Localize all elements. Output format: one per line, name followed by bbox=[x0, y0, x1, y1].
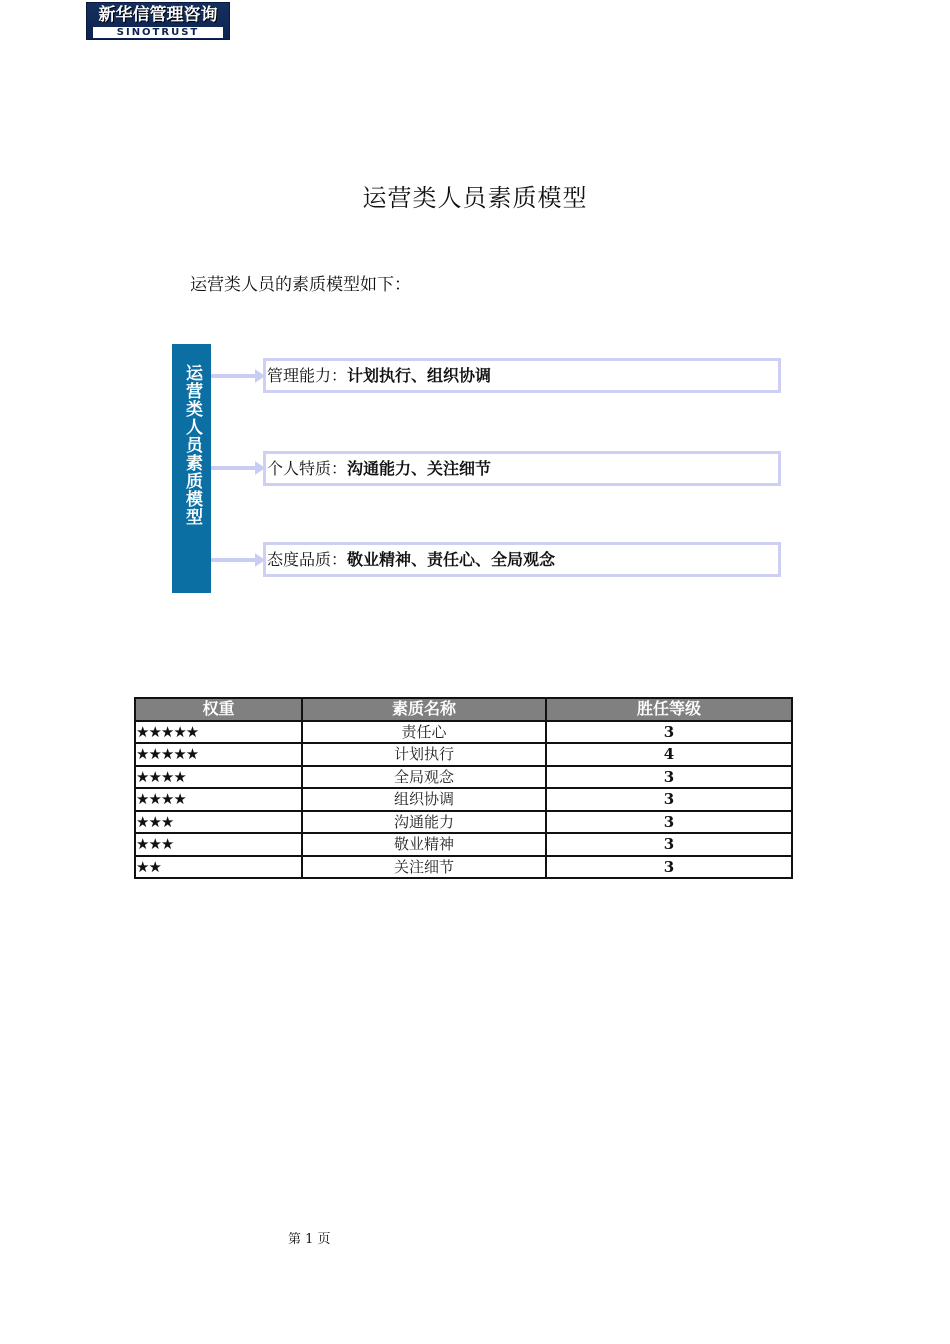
competency-level: 3 bbox=[546, 811, 792, 834]
model-item-management bbox=[263, 358, 781, 393]
competency-name: 敬业精神 bbox=[302, 833, 546, 856]
competency-name: 组织协调 bbox=[302, 788, 546, 811]
model-item-label: 态度品质： bbox=[267, 550, 348, 569]
model-item-personal-traits bbox=[263, 451, 781, 486]
arrow-icon bbox=[211, 558, 255, 562]
competency-table bbox=[134, 697, 793, 879]
logo-chinese-text: 新华信管理咨询 bbox=[98, 5, 218, 25]
table-row bbox=[135, 833, 792, 856]
arrow-icon bbox=[211, 466, 255, 470]
model-item-value: 沟通能力、关注细节 bbox=[347, 459, 492, 478]
page-number: 第 1 页 bbox=[288, 1232, 331, 1247]
competency-level: 3 bbox=[546, 856, 792, 879]
intro-paragraph: 运营类人员的素质模型如下： bbox=[190, 275, 411, 295]
competency-level: 3 bbox=[546, 766, 792, 789]
table-header-row bbox=[135, 698, 792, 721]
table-row bbox=[135, 788, 792, 811]
competency-level: 3 bbox=[546, 833, 792, 856]
model-item-value: 敬业精神、责任心、全局观念 bbox=[347, 550, 556, 569]
model-item-label: 管理能力： bbox=[267, 366, 348, 385]
table-row bbox=[135, 856, 792, 879]
model-category-label: 运营类人员素质模型 bbox=[182, 364, 202, 526]
weight-stars: ★★★ bbox=[135, 811, 302, 834]
competency-name: 沟通能力 bbox=[302, 811, 546, 834]
competency-name: 责任心 bbox=[302, 721, 546, 744]
model-item-value: 计划执行、组织协调 bbox=[347, 366, 492, 385]
competency-level: 3 bbox=[546, 721, 792, 744]
competency-level: 4 bbox=[546, 743, 792, 766]
table-row bbox=[135, 766, 792, 789]
competency-level: 3 bbox=[546, 788, 792, 811]
table-row bbox=[135, 811, 792, 834]
model-item-attitude bbox=[263, 542, 781, 577]
weight-stars: ★★★★ bbox=[135, 788, 302, 811]
model-item-label: 个人特质： bbox=[267, 459, 348, 478]
table-row bbox=[135, 743, 792, 766]
header-competency-level: 胜任等级 bbox=[546, 698, 792, 721]
company-logo bbox=[86, 2, 230, 40]
logo-english-text: SINOTRUST bbox=[93, 27, 223, 38]
weight-stars: ★★★★ bbox=[135, 766, 302, 789]
competency-name: 计划执行 bbox=[302, 743, 546, 766]
arrow-icon bbox=[211, 374, 255, 378]
model-category-bar bbox=[172, 344, 211, 593]
competency-name: 全局观念 bbox=[302, 766, 546, 789]
weight-stars: ★★★ bbox=[135, 833, 302, 856]
table-row bbox=[135, 721, 792, 744]
header-competency-name: 素质名称 bbox=[302, 698, 546, 721]
weight-stars: ★★★★★ bbox=[135, 721, 302, 744]
document-title: 运营类人员素质模型 bbox=[362, 184, 588, 212]
header-weight: 权重 bbox=[135, 698, 302, 721]
weight-stars: ★★★★★ bbox=[135, 743, 302, 766]
weight-stars: ★★ bbox=[135, 856, 302, 879]
competency-name: 关注细节 bbox=[302, 856, 546, 879]
